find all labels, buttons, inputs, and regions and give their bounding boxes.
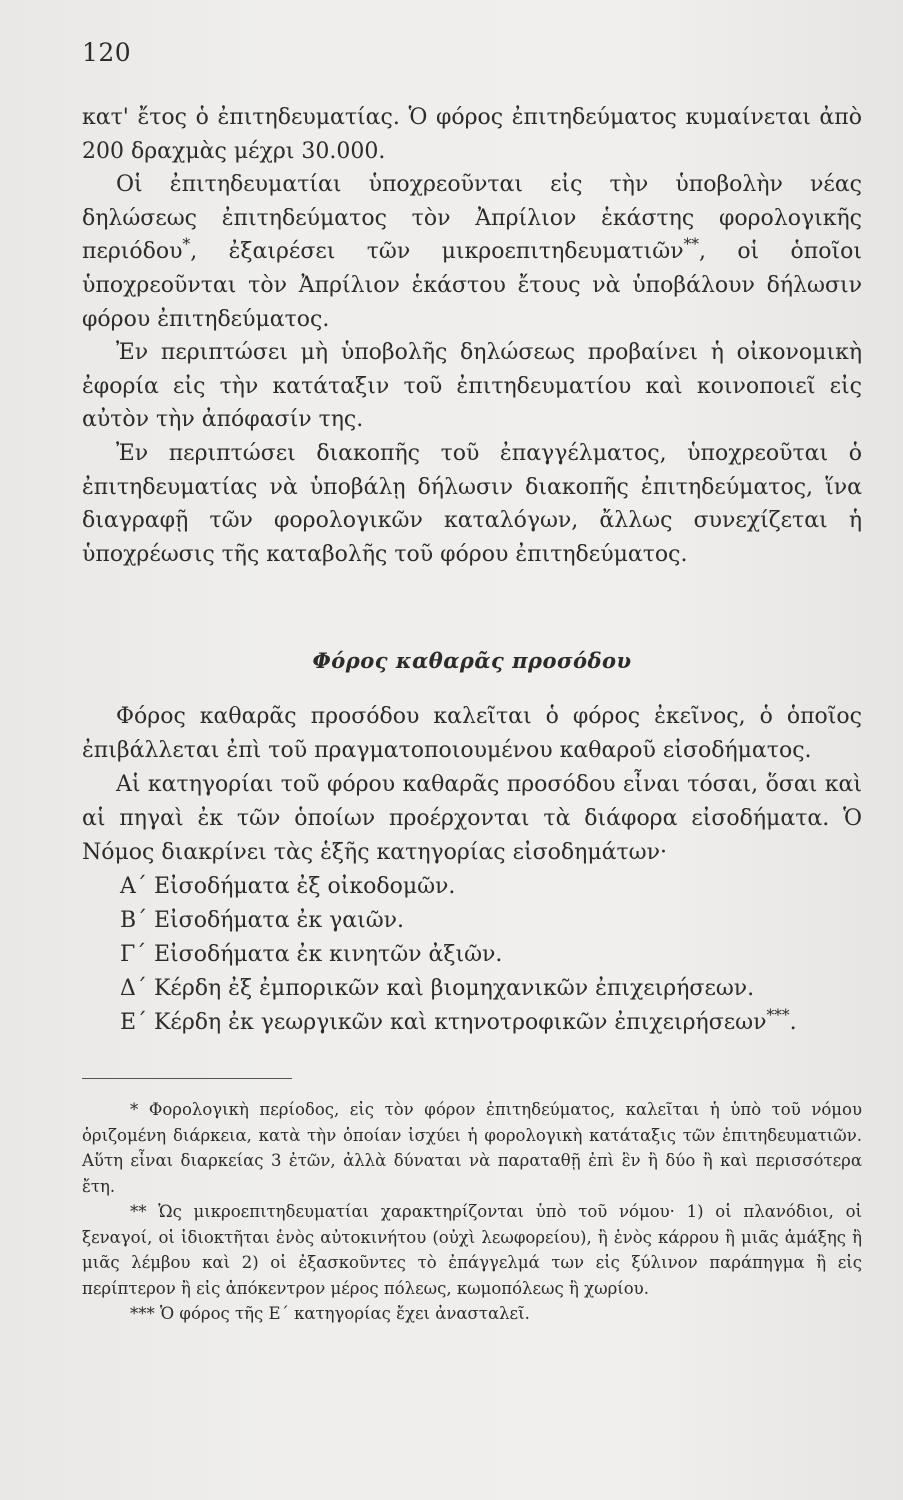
list-item	[82, 972, 862, 1006]
footnote-mark: *	[130, 1100, 139, 1119]
category-text: Εἰσοδήματα ἐξ οἰκοδομῶν.	[154, 874, 456, 899]
list-item	[82, 904, 862, 938]
footnote-divider	[82, 1078, 292, 1079]
footnote-3	[82, 1301, 862, 1327]
page-number: 120	[82, 38, 132, 67]
paragraph-declaration-duty	[82, 168, 862, 336]
category-text-end: .	[789, 1010, 797, 1035]
footnote-text: Φορολογικὴ περίοδος, εἰς τὸν φόρον ἐπιτηδεύματος, καλεῖται ἡ ὑπὸ τοῦ νόμου ὁριζομένη διάρκεια, κατὰ τὴν ὁποίαν ἰσχύει ἡ φορολογικὴ κατάταξις τῶν ἐπιτηδευματιῶν. Αὕτη εἶναι διαρκείας 3 ἐτῶν, ἀλλὰ δύναται νὰ παραταθῇ ἐπὶ ἓν ἢ δύο ἢ καὶ περισσότερα ἔτη.	[82, 1100, 862, 1196]
footnote-2	[82, 1199, 862, 1301]
category-text: Εἰσοδήματα ἐκ γαιῶν.	[154, 908, 405, 933]
paragraph-text: , ἐξαιρέσει τῶν μικροεπιτηδευματιῶν	[190, 239, 684, 265]
footnotes	[82, 1097, 862, 1327]
category-mark: Ε΄	[120, 1010, 148, 1035]
footnote-ref-3: ***	[766, 1006, 790, 1025]
body-section-net-income-tax	[82, 700, 862, 1040]
paragraph-categories-intro: Αἱ κατηγορίαι τοῦ φόρου καθαρᾶς προσόδου εἶναι τόσαι, ὅσαι καὶ αἱ πηγαὶ ἐκ τῶν ὁποίων προέρχονται τὰ διάφορα εἰσοδήματα. Ὁ Νόμος διακρίνει τὰς ἑξῆς κατηγορίας εἰσοδημάτων·	[82, 772, 862, 865]
category-text: Εἰσοδήματα ἐκ κινητῶν ἀξιῶν.	[154, 942, 503, 967]
footnote-text: Ὡς μικροεπιτηδευματίαι χαρακτηρίζονται ὑπὸ τοῦ νόμου· 1) οἱ πλανόδιοι, οἱ ξεναγοί, οἱ ἰδιοκτῆται ἑνὸς αὐτοκινήτου (οὐχὶ λεωφορείου), ἢ ἑνὸς κάρρου ἢ μιᾶς ἁμάξης ἢ μιᾶς λέμβου καὶ 2) οἱ ἐξασκοῦντες τὸ ἐπάγγελμά των εἰς ξύλινον παράπηγμα ἢ εἰς περίπτερον ἢ εἰς ἀπόκεντρον μέρος πόλεως, κωμοπόλεως ἢ χωρίου.	[82, 1202, 862, 1298]
category-mark: Α΄	[120, 874, 147, 899]
category-mark: Γ΄	[120, 942, 147, 967]
category-text: Κέρδη ἐκ γεωργικῶν καὶ κτηνοτροφικῶν ἐπιχειρήσεων	[154, 1010, 767, 1035]
category-mark: Β΄	[120, 908, 148, 933]
footnote-text: Ὁ φόρος τῆς Ε΄ κατηγορίας ἔχει ἀνασταλεῖ.	[160, 1304, 530, 1323]
paragraph-definition: Φόρος καθαρᾶς προσόδου καλεῖται ὁ φόρος ἐκεῖνος, ὁ ὁποῖος ἐπιβάλλεται ἐπὶ τοῦ πραγματοποιουμένου καθαροῦ εἰσοδήματος.	[82, 704, 862, 763]
category-text: Κέρδη ἐξ ἐμπορικῶν καὶ βιομηχανικῶν ἐπιχειρήσεων.	[154, 976, 755, 1001]
footnote-ref-2: **	[683, 236, 699, 255]
section-heading: Φόρος καθαρᾶς προσόδου	[312, 648, 632, 673]
body-section-business-tax	[82, 101, 862, 571]
footnote-mark: **	[130, 1202, 147, 1221]
footnote-ref-1: *	[182, 236, 191, 255]
paragraph-text: , οἱ ὁποῖοι ὑποχρεοῦνται τὸν Ἀπρίλιον ἑκάστου ἔτους νὰ ὑποβάλουν δήλωσιν φόρου ἐπιτηδεύματος.	[82, 239, 862, 332]
income-category-list	[82, 870, 862, 1040]
paragraph-business-cessation: Ἐν περιπτώσει διακοπῆς τοῦ ἐπαγγέλματος, ὑποχρεοῦται ὁ ἐπιτηδευματίας νὰ ὑποβάλῃ δήλωσιν διακοπῆς ἐπιτηδεύματος, ἵνα διαγραφῇ τῶν φορολογικῶν καταλόγων, ἄλλως συνεχίζεται ἡ ὑποχρέωσις τῆς καταβολῆς τοῦ φόρου ἐπιτηδεύματος.	[82, 440, 862, 567]
footnote-mark: ***	[130, 1304, 155, 1323]
list-item	[82, 938, 862, 972]
list-item	[82, 1006, 862, 1040]
footnote-1	[82, 1097, 862, 1199]
paragraph-tax-range: κατ' ἔτος ὁ ἐπιτηδευματίας. Ὁ φόρος ἐπιτηδεύματος κυμαίνεται ἀπὸ 200 δραχμὰς μέχρι 30.000.	[82, 105, 862, 164]
paragraph-text: Οἱ ἐπιτηδευματίαι ὑποχρεοῦνται εἰς τὴν ὑποβολὴν νέας δηλώσεως ἐπιτηδεύματος τὸν Ἀπρίλιον ἑκάστης φορολογικῆς περιόδου	[82, 172, 862, 265]
category-mark: Δ΄	[120, 976, 147, 1001]
list-item	[82, 870, 862, 904]
paragraph-no-declaration: Ἐν περιπτώσει μὴ ὑποβολῆς δηλώσεως προβαίνει ἡ οἰκονομικὴ ἐφορία εἰς τὴν κατάταξιν τοῦ ἐπιτηδευματίου καὶ κοινοποιεῖ εἰς αὐτὸν τὴν ἀπόφασίν της.	[82, 340, 862, 433]
